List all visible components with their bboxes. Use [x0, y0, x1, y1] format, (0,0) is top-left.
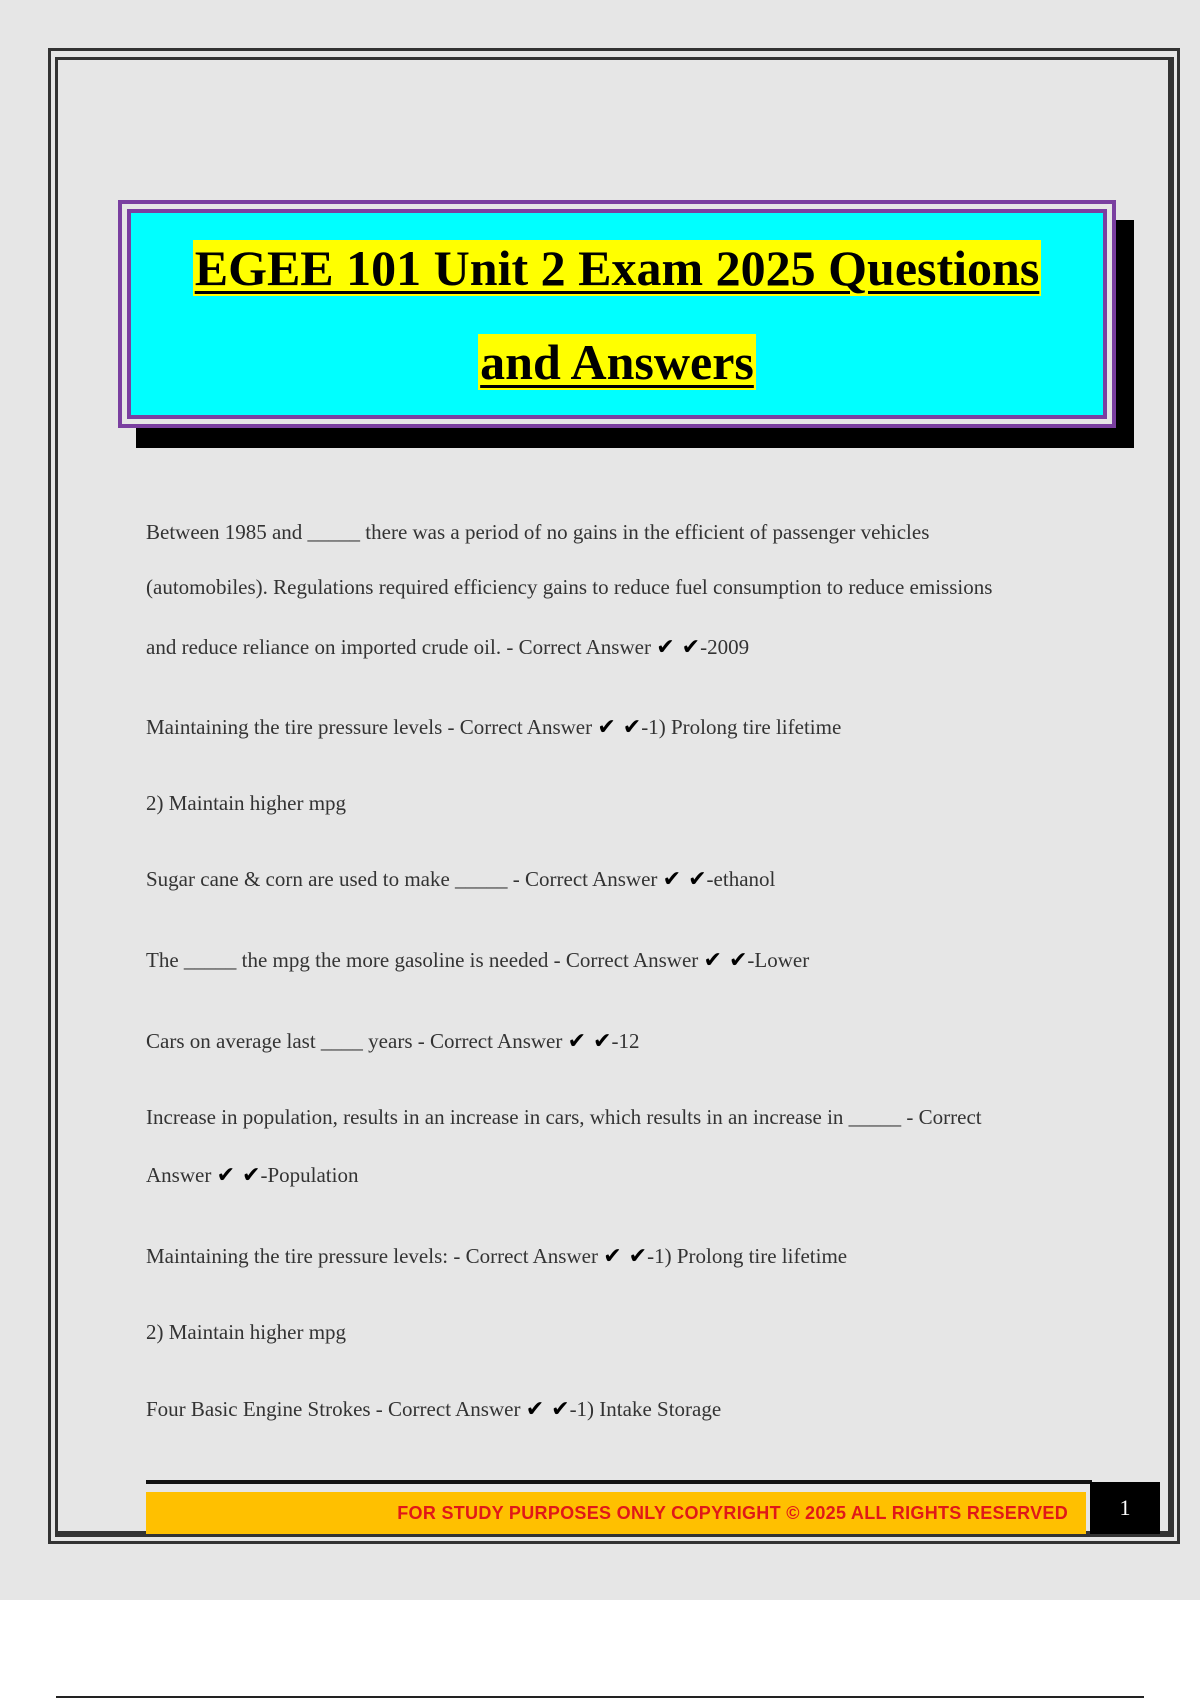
qa-text-line: and reduce reliance on imported crude oil. - Correct Answer — [146, 635, 651, 659]
title-line-2: and Answers — [480, 334, 754, 390]
footer-band — [146, 1492, 1086, 1534]
footer-divider — [146, 1480, 1092, 1484]
qa-answer: -1) Intake Storage — [569, 1397, 722, 1421]
copyright-notice: FOR STUDY PURPOSES ONLY COPYRIGHT © 2025 ALL RIGHTS RESERVED — [397, 1503, 1068, 1523]
qa-item — [146, 1397, 721, 1422]
qa-text: 2) Maintain higher mpg — [146, 791, 347, 815]
qa-item — [146, 1029, 640, 1054]
qa-text: 2) Maintain higher mpg — [146, 1320, 347, 1344]
title-box — [118, 200, 1116, 428]
qa-item — [146, 715, 841, 740]
qa-item — [146, 867, 775, 892]
qa-item — [146, 948, 809, 973]
qa-answer: -1) Prolong tire lifetime — [647, 1244, 848, 1268]
qa-text-line: (automobiles). Regulations required efficiency gains to reduce fuel consumption to reduce emissions — [146, 575, 993, 599]
qa-answer: -Lower — [747, 948, 810, 972]
qa-question: Maintaining the tire pressure levels: - Correct Answer — [146, 1244, 598, 1268]
double-check-icon: ✔ ✔ — [216, 1163, 261, 1188]
double-check-icon: ✔ ✔ — [525, 1397, 570, 1422]
double-check-icon: ✔ ✔ — [567, 1029, 612, 1054]
qa-answer: -12 — [611, 1029, 640, 1053]
double-check-icon: ✔ ✔ — [597, 715, 642, 740]
qa-question: Cars on average last ____ years - Correct Answer — [146, 1029, 563, 1053]
page-number: 1 — [1090, 1482, 1160, 1534]
qa-question: Sugar cane & corn are used to make _____ - Correct Answer — [146, 867, 658, 891]
qa-answer: -ethanol — [706, 867, 776, 891]
double-check-icon: ✔ ✔ — [656, 635, 701, 660]
qa-question: Increase in population, results in an increase in cars, which results in an increase in _____ - Correct — [146, 1105, 982, 1129]
document-title — [131, 221, 1103, 409]
qa-text-line: Between 1985 and _____ there was a period of no gains in the efficient of passenger vehicles — [146, 520, 930, 544]
title-line-1: EGEE 101 Unit 2 Exam 2025 Questions — [194, 240, 1040, 296]
qa-answer: -1) Prolong tire lifetime — [641, 715, 842, 739]
qa-question: The _____ the mpg the more gasoline is needed - Correct Answer — [146, 948, 699, 972]
double-check-icon: ✔ ✔ — [603, 1244, 648, 1269]
qa-question: Maintaining the tire pressure levels - Correct Answer — [146, 715, 593, 739]
bottom-divider — [56, 1696, 1144, 1698]
qa-question: Answer — [146, 1163, 212, 1187]
qa-item — [146, 1244, 847, 1269]
double-check-icon: ✔ ✔ — [703, 948, 748, 973]
qa-item — [146, 791, 346, 816]
qa-question: Four Basic Engine Strokes - Correct Answer — [146, 1397, 521, 1421]
double-check-icon: ✔ ✔ — [662, 867, 707, 892]
qa-answer: -2009 — [700, 635, 750, 659]
qa-item — [146, 1320, 346, 1345]
qa-answer: -Population — [260, 1163, 359, 1187]
title-box-inner — [127, 209, 1107, 419]
